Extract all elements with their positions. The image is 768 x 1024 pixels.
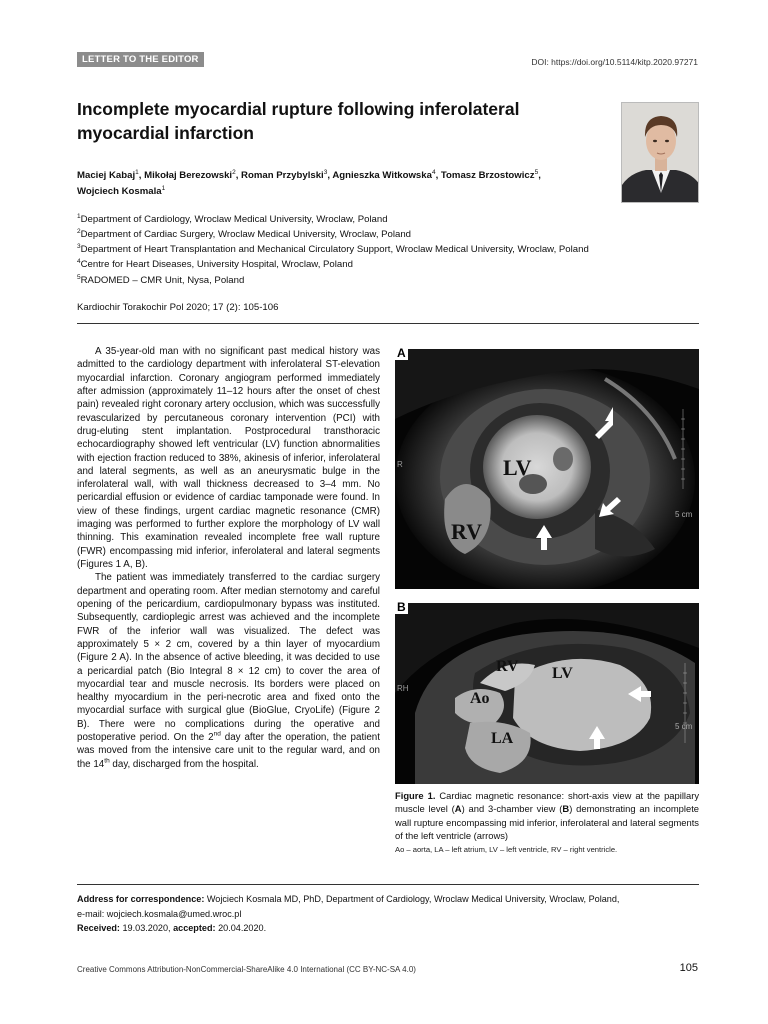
author: Mikołaj Berezowski$^2$, bbox=[144, 168, 242, 181]
figure-panel-b bbox=[395, 600, 699, 784]
body-paragraph: A 35-year-old man with no significant past medical history was admitted to the cardiology department with inferolateral ST-elevation myocardial infarction. Coronary angiogram performed immediately after admission (approximately 11–12 hours after the onset of chest pain) revealed right coronary artery occlusion, which was successfully revascularized by percutaneous coronary intervention (PCI) with drug-eluting stent implantation. Postprocedural transthoracic echocardiography showed left ventricular (LV) function abnormalities with ejection fraction reduced to 38%, akinesis of inferior, inferolateral and lateral segments, as well as an aneurysmatic bulge in the inferolateral wall, with wall thickness decreased to 3–4 mm. No pericardial effusion or evidence of cardiac tamponade were found. In view of these findings, urgent cardiac magnetic resonance (CMR) imaging was performed to further explore the morphology of LV wall thinning. This examination revealed incomplete free wall rupture (FWR) encompassing mid inferior, inferolateral and lateral segments (Figures 1 A, B). bbox=[77, 346, 380, 570]
affiliation: $^4$Centre for Heart Diseases, University Hospital, Wroclaw, Poland bbox=[77, 258, 353, 271]
figure-panel-a bbox=[395, 346, 699, 589]
side-marker: R bbox=[397, 460, 403, 469]
page-number: 105 bbox=[679, 962, 698, 974]
ao-label: Ao bbox=[470, 690, 490, 707]
rv-label: RV bbox=[496, 658, 519, 675]
author: Roman Przybylski$^3$, bbox=[241, 168, 333, 181]
figure-caption: Figure 1. Cardiac magnetic resonance: short-axis view at the papillary muscle level (A) and 3-chamber view (B) demonstrating an incomplete wall rupture encompassing mid inferior, inferolateral and lateral segments of the left ventricle (arrows) bbox=[395, 790, 700, 842]
author: Tomasz Brzostowicz$^5$, bbox=[440, 168, 541, 181]
affiliation: $^1$Department of Cardiology, Wroclaw Medical University, Wroclaw, Poland bbox=[77, 212, 388, 225]
author: Wojciech Kosmala$^1$ bbox=[77, 185, 166, 198]
divider bbox=[77, 323, 699, 324]
body-paragraph: The patient was immediately transferred to the cardiac surgery department and operating room. After median sternotomy and careful opening of the pericardium, cardiopulmonary bypass was instituted. Subsequently, cardioplegic arrest was achieved and the incomplete FWR of the inferior wall was visualized. The defect was approximately 5 × 2 cm, covered by a thin layer of myocardium (Figure 2 A). In the absence of active bleeding, it was decided to use a pericardial patch (Bio Integral 8 × 12 cm) to cover the area of myocardial tear and muscle necrosis. Its borders were placed on healthy myocardium in the peri-necrotic area and fixed onto the myocardial surface with surgical glue (BioGlue, CryoLife) (Figure 2 B). There were no complications during the operative and postoperative period. On the 2nd day after the operation, the patient was moved from the intensive care unit to the regular ward, and on the 14th day, discharged from the hospital. bbox=[77, 572, 380, 770]
panel-letter-b: B bbox=[397, 600, 406, 614]
divider bbox=[77, 884, 699, 885]
license-text: Creative Commons Attribution-NonCommercial-ShareAlike 4.0 International (CC BY-NC-SA 4.0) bbox=[77, 965, 416, 974]
scale-label: 5 cm bbox=[675, 510, 693, 519]
affiliation-list bbox=[77, 212, 697, 288]
email-link[interactable]: e-mail: wojciech.kosmala@umed.wroc.pl bbox=[77, 908, 242, 919]
article-body bbox=[77, 345, 380, 771]
rv-label: RV bbox=[451, 519, 483, 544]
author-photo bbox=[621, 102, 699, 203]
lv-label: LV bbox=[552, 665, 573, 682]
author-list bbox=[77, 168, 617, 201]
affiliation: $^3$Department of Heart Transplantation and Mechanical Circulatory Support, Wroclaw Medical University, Wroclaw, Poland bbox=[77, 243, 589, 256]
correspondence-block: Address for correspondence: Wojciech Kosmala MD, PhD, Department of Cardiology, Wroclaw Medical University, Wroclaw, Poland, e-mail: wojciech.kosmala@umed.wroc.pl Received: 19.03.2020, accepted: 20.04.2020. bbox=[77, 892, 699, 936]
doi-link[interactable]: DOI: https://doi.org/10.5114/kitp.2020.97271 bbox=[531, 57, 698, 67]
author: Agnieszka Witkowska$^4$, bbox=[332, 168, 441, 181]
affiliation: $^2$Department of Cardiac Surgery, Wroclaw Medical University, Wroclaw, Poland bbox=[77, 227, 412, 241]
side-marker: RH bbox=[397, 684, 409, 693]
panel-letter-a: A bbox=[397, 346, 406, 360]
affiliation: $^5$RADOMED – CMR Unit, Nysa, Poland bbox=[77, 273, 245, 286]
article-title: Incomplete myocardial rupture following inferolateral myocardial infarction bbox=[77, 99, 520, 143]
author: Maciej Kabaj$^1$, bbox=[77, 168, 145, 181]
journal-citation: Kardiochir Torakochir Pol 2020; 17 (2): 105-106 bbox=[77, 302, 279, 313]
figure-abbreviations: Ao – aorta, LA – left atrium, LV – left ventricle, RV – right ventricle. bbox=[395, 845, 618, 854]
la-label: LA bbox=[491, 730, 514, 747]
lv-label: LV bbox=[503, 455, 532, 480]
section-tag: LETTER TO THE EDITOR bbox=[77, 52, 204, 67]
scale-label: 5 cm bbox=[675, 722, 693, 731]
